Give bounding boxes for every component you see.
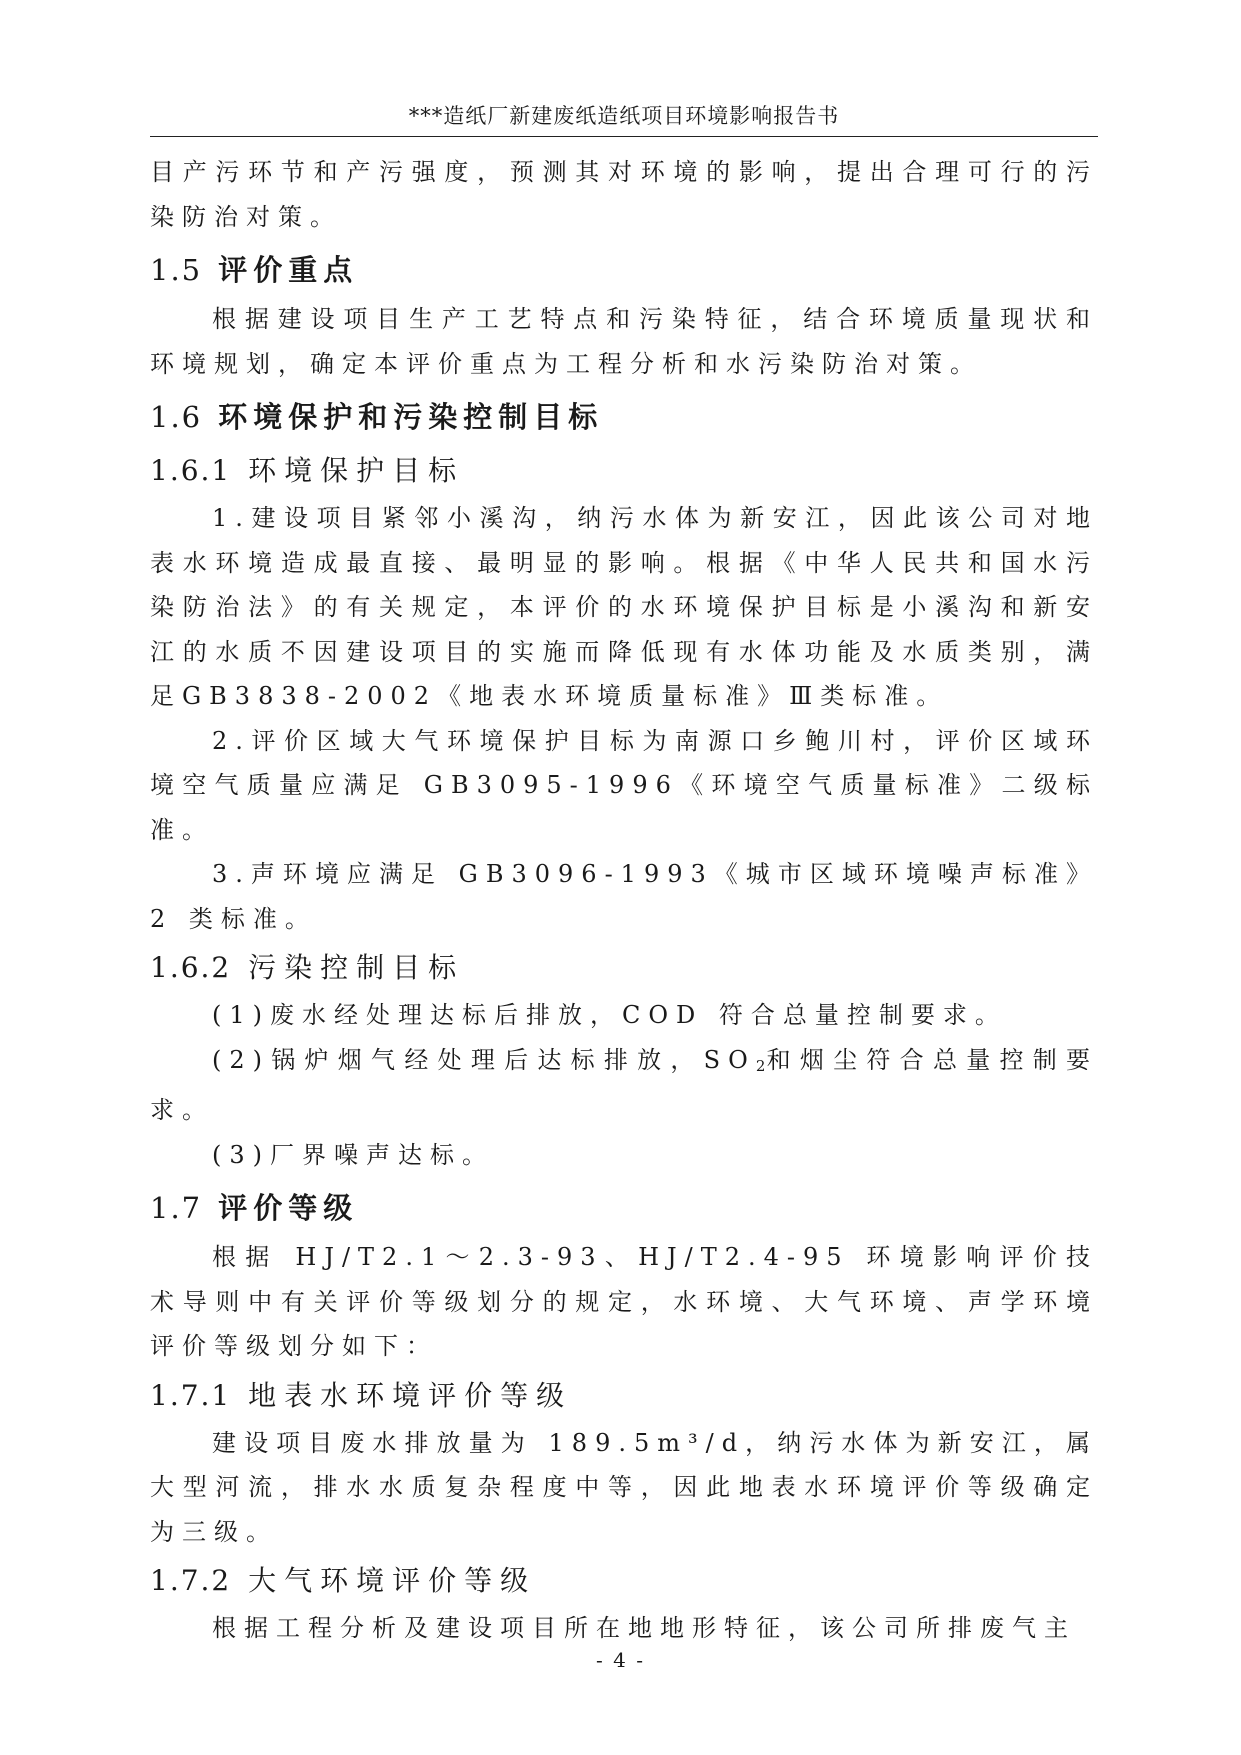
section-heading-1-7 <box>150 1181 1098 1235</box>
section-number: 1.7 <box>150 1191 203 1225</box>
paragraph-wastewater-control: (1)废水经处理达标后排放，COD 符合总量控制要求。 <box>212 1001 1007 1029</box>
subsection-number: 1.7.1 <box>150 1378 232 1412</box>
subsection-heading-1-7-1 <box>150 1371 1098 1421</box>
page-number: - 4 - <box>596 1648 645 1672</box>
page-body <box>150 150 1098 1651</box>
paragraph-air-grade: 根据工程分析及建设项目所在地地形特征，该公司所排废气主 <box>212 1614 1076 1642</box>
section-title: 环境保护和污染控制目标 <box>218 400 604 434</box>
subsection-title: 地表水环境评价等级 <box>248 1378 573 1412</box>
running-header: ***造纸厂新建废纸造纸项目环境影响报告书 <box>408 104 840 128</box>
header-rule <box>150 136 1098 137</box>
boiler-text-after: 和烟尘符合总量控制要求。 <box>150 1045 1098 1124</box>
subsection-title: 大气环境评价等级 <box>248 1564 537 1597</box>
paragraph-noise-control: (3)厂界噪声达标。 <box>212 1140 494 1169</box>
paragraph-water-target: 1.建设项目紧邻小溪沟，纳污水体为新安江，因此该公司对地表水环境造成最直接、最明显的影响。根据《中华人民共和国水污染防治法》的有关规定，本评价的水环境保护目标是小溪沟和新安江的水质不因建设项目的实施而降低现有水体功能及水质类别，满足GB3838-2002《地表水环境质量标准》Ⅲ类标准。 <box>150 504 1098 710</box>
subsection-heading-1-7-2 <box>150 1556 1098 1606</box>
subsection-heading-1-6-1 <box>150 446 1098 496</box>
section-heading-1-5 <box>150 243 1098 297</box>
section-title: 评价等级 <box>218 1191 359 1225</box>
paragraph-noise-target: 3.声环境应满足 GB3096-1993《城市区域环境噪声标准》2 类标准。 <box>150 860 1098 933</box>
subsection-number: 1.7.2 <box>150 1564 232 1597</box>
paragraph-boiler-control <box>150 1038 1098 1133</box>
subsection-heading-1-6-2 <box>150 943 1098 993</box>
subsection-title: 环境保护目标 <box>248 454 465 487</box>
so2-subscript: 2 <box>755 1056 766 1075</box>
subsection-title: 污染控制目标 <box>248 951 465 984</box>
section-title: 评价重点 <box>218 253 359 287</box>
section-number: 1.5 <box>150 253 203 287</box>
boiler-text-before: (2)锅炉烟气经处理后达标排放，SO <box>212 1045 756 1074</box>
paragraph-continued: 目产污环节和产污强度，预测其对环境的影响，提出合理可行的污染防治对策。 <box>150 158 1098 231</box>
paragraph-grade-basis: 根据 HJ/T2.1～2.3-93、HJ/T2.4-95 环境影响评价技术导则中有关评价等级划分的规定，水环境、大气环境、声学环境评价等级划分如下： <box>150 1243 1098 1360</box>
section-number: 1.6 <box>150 400 203 434</box>
subsection-number: 1.6.2 <box>150 951 232 984</box>
paragraph-evaluation-focus: 根据建设项目生产工艺特点和污染特征，结合环境质量现状和环境规划，确定本评价重点为工程分析和水污染防治对策。 <box>150 305 1098 378</box>
paragraph-air-target: 2.评价区域大气环境保护目标为南源口乡鲍川村，评价区域环境空气质量应满足 GB3095-1996《环境空气质量标准》二级标准。 <box>150 726 1098 844</box>
section-heading-1-6 <box>150 390 1098 444</box>
subsection-number: 1.6.1 <box>150 454 232 487</box>
paragraph-surface-water-grade: 建设项目废水排放量为 189.5m³/d，纳污水体为新安江，属大型河流，排水水质复杂程度中等，因此地表水环境评价等级确定为三级。 <box>150 1428 1098 1546</box>
